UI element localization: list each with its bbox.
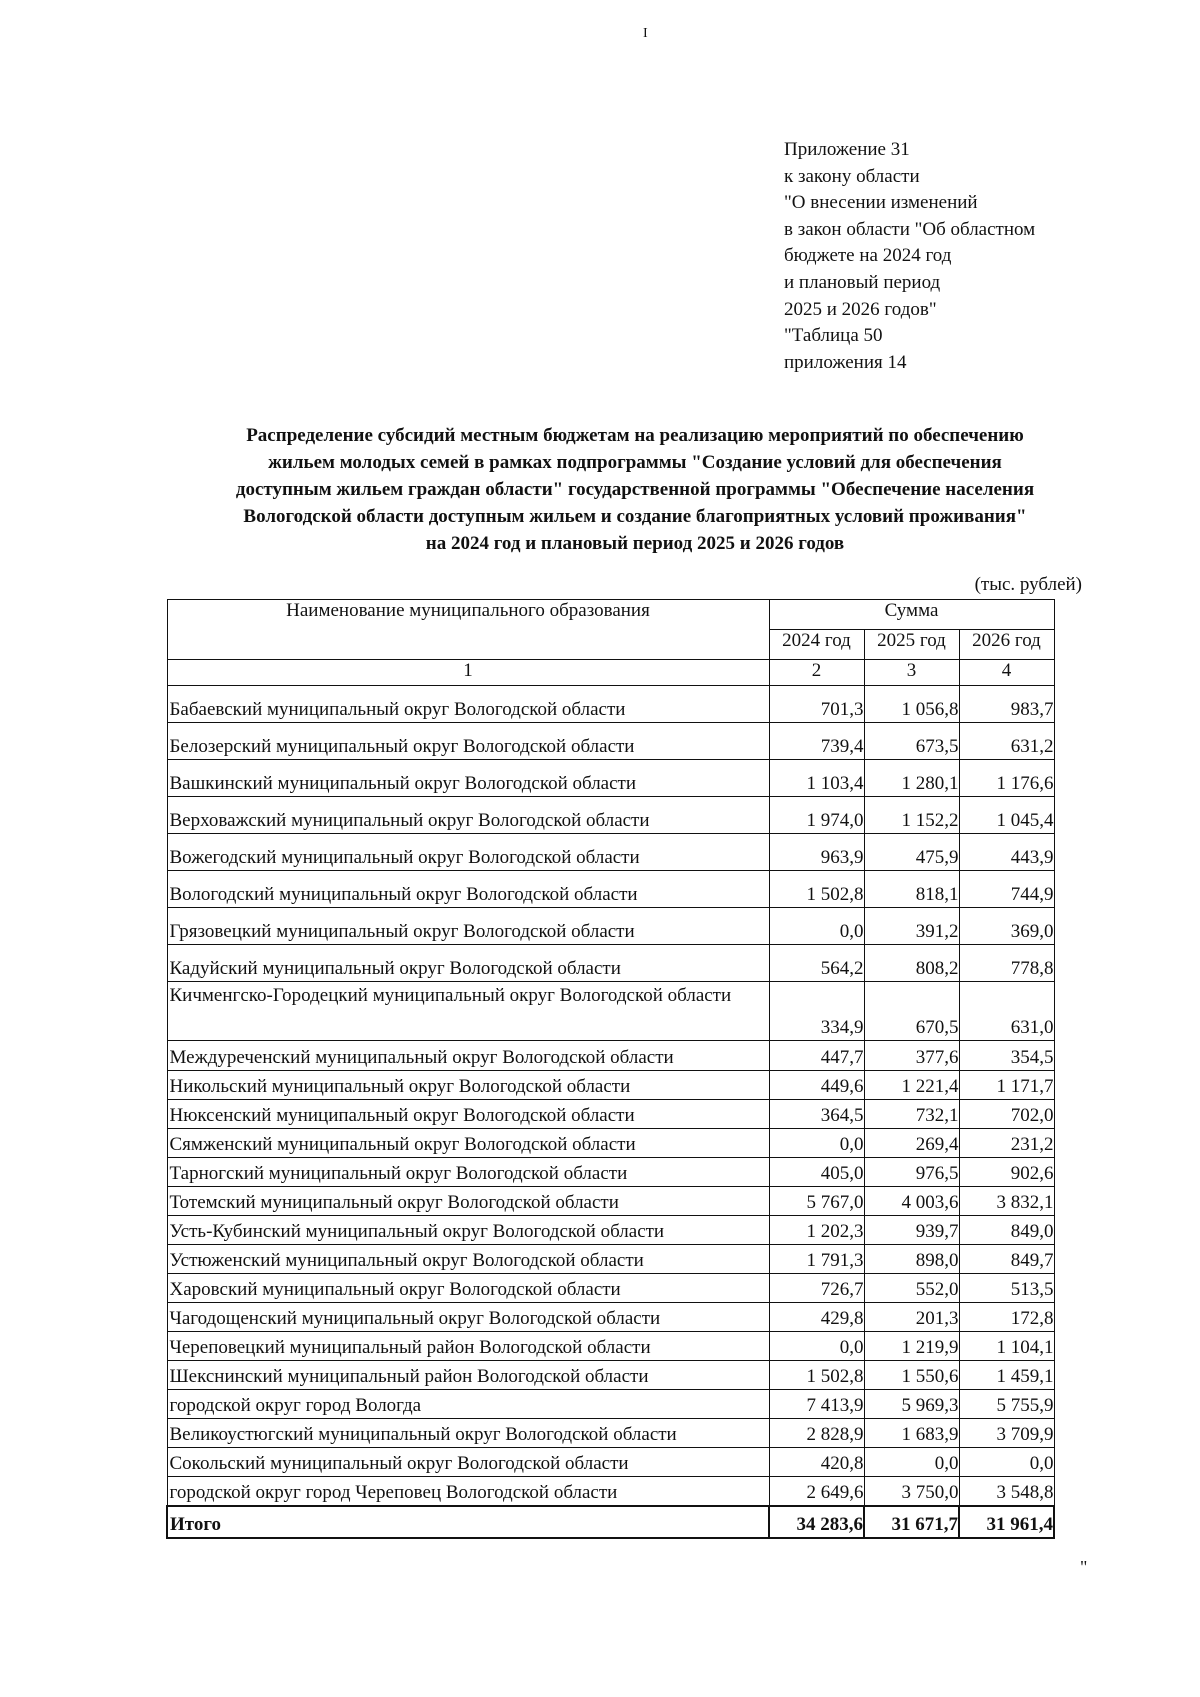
total-label: Итого [167, 1506, 769, 1538]
value-2025: 808,2 [864, 945, 959, 982]
value-2026: 443,9 [959, 834, 1054, 871]
value-2025: 1 219,9 [864, 1332, 959, 1361]
units-label: (тыс. рублей) [974, 574, 1082, 595]
value-2026: 1 459,1 [959, 1361, 1054, 1390]
municipality-name: Никольский муниципальный округ Вологодской области [167, 1071, 769, 1100]
appendix-line: и плановый период [784, 271, 941, 293]
value-2024: 447,7 [769, 1041, 864, 1071]
header-year-2024: 2024 год [769, 630, 864, 660]
value-2024: 7 413,9 [769, 1390, 864, 1419]
value-2026: 849,0 [959, 1216, 1054, 1245]
table-row [167, 797, 1054, 834]
title-line: Вологодской области доступным жильем и создание благоприятных условий проживания" [243, 506, 1027, 527]
table-row [167, 1477, 1054, 1507]
appendix-line: "О внесении изменений [784, 192, 978, 214]
value-2024: 405,0 [769, 1158, 864, 1187]
municipality-name: Великоустюгский муниципальный округ Вологодской области [167, 1419, 769, 1448]
table-row [167, 1448, 1054, 1477]
document-title [150, 422, 1120, 557]
value-2026: 902,6 [959, 1158, 1054, 1187]
value-2026: 1 176,6 [959, 760, 1054, 797]
total-2026: 31 961,4 [959, 1506, 1054, 1538]
value-2024: 334,9 [769, 982, 864, 1041]
value-2024: 364,5 [769, 1100, 864, 1129]
municipality-name: Кичменгско-Городецкий муниципальный округ Вологодской области [167, 982, 769, 1041]
value-2024: 1 502,8 [769, 871, 864, 908]
municipality-name: Череповецкий муниципальный район Вологодской области [167, 1332, 769, 1361]
value-2025: 377,6 [864, 1041, 959, 1071]
municipality-name: Тотемский муниципальный округ Вологодской области [167, 1187, 769, 1216]
column-number: 4 [959, 660, 1054, 686]
value-2026: 631,2 [959, 723, 1054, 760]
municipality-name: Сокольский муниципальный округ Вологодской области [167, 1448, 769, 1477]
value-2026: 354,5 [959, 1041, 1054, 1071]
table-row [167, 834, 1054, 871]
value-2026: 0,0 [959, 1448, 1054, 1477]
subsidy-table [166, 599, 1055, 1539]
value-2024: 429,8 [769, 1303, 864, 1332]
closing-quote: " [1080, 1557, 1088, 1577]
table-row [167, 1041, 1054, 1071]
value-2024: 963,9 [769, 834, 864, 871]
table-row [167, 686, 1054, 723]
value-2025: 939,7 [864, 1216, 959, 1245]
value-2025: 391,2 [864, 908, 959, 945]
value-2025: 1 683,9 [864, 1419, 959, 1448]
value-2025: 976,5 [864, 1158, 959, 1187]
municipality-name: Кадуйский муниципальный округ Вологодской области [167, 945, 769, 982]
value-2025: 269,4 [864, 1129, 959, 1158]
value-2025: 475,9 [864, 834, 959, 871]
table-row [167, 908, 1054, 945]
value-2024: 2 828,9 [769, 1419, 864, 1448]
title-line: доступным жильем граждан области" государственной программы "Обеспечение населения [235, 479, 1035, 500]
value-2026: 1 104,1 [959, 1332, 1054, 1361]
total-2024: 34 283,6 [769, 1506, 864, 1538]
table-row [167, 1216, 1054, 1245]
municipality-name: Белозерский муниципальный округ Вологодской области [167, 723, 769, 760]
value-2026: 513,5 [959, 1274, 1054, 1303]
table-row [167, 1071, 1054, 1100]
municipality-name: Нюксенский муниципальный округ Вологодской области [167, 1100, 769, 1129]
table-row [167, 1129, 1054, 1158]
municipality-name: Устюженский муниципальный округ Вологодской области [167, 1245, 769, 1274]
value-2024: 0,0 [769, 1332, 864, 1361]
header-municipality: Наименование муниципального образования [167, 600, 769, 660]
value-2025: 732,1 [864, 1100, 959, 1129]
appendix-line: к закону области [784, 165, 920, 187]
value-2026: 1 171,7 [959, 1071, 1054, 1100]
value-2024: 0,0 [769, 908, 864, 945]
value-2026: 3 548,8 [959, 1477, 1054, 1507]
municipality-name: Вашкинский муниципальный округ Вологодской области [167, 760, 769, 797]
value-2024: 701,3 [769, 686, 864, 723]
value-2026: 231,2 [959, 1129, 1054, 1158]
appendix-line: в закон области "Об областном [784, 218, 1036, 240]
value-2025: 673,5 [864, 723, 959, 760]
value-2026: 744,9 [959, 871, 1054, 908]
municipality-name: Вожегодский муниципальный округ Вологодской области [167, 834, 769, 871]
value-2025: 898,0 [864, 1245, 959, 1274]
value-2025: 1 550,6 [864, 1361, 959, 1390]
header-year-2026: 2026 год [959, 630, 1054, 660]
value-2024: 449,6 [769, 1071, 864, 1100]
header-sum: Сумма [769, 600, 1054, 630]
value-2026: 172,8 [959, 1303, 1054, 1332]
value-2025: 3 750,0 [864, 1477, 959, 1507]
appendix-reference [784, 137, 1035, 376]
value-2025: 1 152,2 [864, 797, 959, 834]
title-line: жильем молодых семей в рамках подпрограммы "Создание условий для обеспечения [268, 452, 1002, 473]
value-2024: 1 502,8 [769, 1361, 864, 1390]
table-row [167, 945, 1054, 982]
value-2024: 420,8 [769, 1448, 864, 1477]
value-2025: 1 221,4 [864, 1071, 959, 1100]
title-line: Распределение субсидий местным бюджетам на реализацию мероприятий по обеспечению [246, 425, 1024, 446]
total-2025: 31 671,7 [864, 1506, 959, 1538]
municipality-name: Грязовецкий муниципальный округ Вологодской области [167, 908, 769, 945]
value-2024: 2 649,6 [769, 1477, 864, 1507]
municipality-name: городской округ город Вологда [167, 1390, 769, 1419]
total-row [167, 1506, 1054, 1538]
value-2024: 1 974,0 [769, 797, 864, 834]
table-row [167, 1187, 1054, 1216]
table-row [167, 1390, 1054, 1419]
appendix-line: приложения 14 [784, 351, 907, 373]
municipality-name: Тарногский муниципальный округ Вологодской области [167, 1158, 769, 1187]
municipality-name: Вологодский муниципальный округ Вологодской области [167, 871, 769, 908]
appendix-line: бюджете на 2024 год [784, 245, 952, 267]
table-row [167, 760, 1054, 797]
column-number: 1 [167, 660, 769, 686]
municipality-name: Чагодощенский муниципальный округ Вологодской области [167, 1303, 769, 1332]
value-2025: 1 280,1 [864, 760, 959, 797]
value-2025: 552,0 [864, 1274, 959, 1303]
value-2025: 670,5 [864, 982, 959, 1041]
value-2024: 564,2 [769, 945, 864, 982]
value-2026: 3 709,9 [959, 1419, 1054, 1448]
value-2026: 369,0 [959, 908, 1054, 945]
value-2025: 4 003,6 [864, 1187, 959, 1216]
header-year-2025: 2025 год [864, 630, 959, 660]
municipality-name: Шекснинский муниципальный район Вологодской области [167, 1361, 769, 1390]
appendix-line: 2025 и 2026 годов" [784, 298, 937, 320]
value-2026: 849,7 [959, 1245, 1054, 1274]
value-2024: 726,7 [769, 1274, 864, 1303]
value-2026: 3 832,1 [959, 1187, 1054, 1216]
municipality-name: Бабаевский муниципальный округ Вологодской области [167, 686, 769, 723]
municipality-name: Верховажский муниципальный округ Вологодской области [167, 797, 769, 834]
table-row [167, 1361, 1054, 1390]
value-2026: 5 755,9 [959, 1390, 1054, 1419]
value-2025: 5 969,3 [864, 1390, 959, 1419]
municipality-name: городской округ город Череповец Вологодской области [167, 1477, 769, 1507]
column-number: 3 [864, 660, 959, 686]
municipality-name: Междуреченский муниципальный округ Вологодской области [167, 1041, 769, 1071]
table-row [167, 1274, 1054, 1303]
value-2025: 201,3 [864, 1303, 959, 1332]
value-2026: 702,0 [959, 1100, 1054, 1129]
table-row [167, 723, 1054, 760]
value-2024: 1 791,3 [769, 1245, 864, 1274]
value-2024: 1 103,4 [769, 760, 864, 797]
appendix-line: Приложение 31 [784, 139, 910, 160]
page-mark: I [643, 26, 648, 41]
table-row [167, 1100, 1054, 1129]
value-2026: 778,8 [959, 945, 1054, 982]
value-2025: 0,0 [864, 1448, 959, 1477]
municipality-name: Харовский муниципальный округ Вологодской области [167, 1274, 769, 1303]
table-row [167, 1419, 1054, 1448]
column-number: 2 [769, 660, 864, 686]
value-2026: 983,7 [959, 686, 1054, 723]
appendix-line: "Таблица 50 [784, 325, 883, 347]
table-row [167, 982, 1054, 1041]
value-2026: 1 045,4 [959, 797, 1054, 834]
table-body [167, 686, 1054, 1539]
table-row [167, 871, 1054, 908]
municipality-name: Сямженский муниципальный округ Вологодской области [167, 1129, 769, 1158]
table-row [167, 1158, 1054, 1187]
value-2024: 5 767,0 [769, 1187, 864, 1216]
value-2024: 739,4 [769, 723, 864, 760]
value-2026: 631,0 [959, 982, 1054, 1041]
value-2024: 1 202,3 [769, 1216, 864, 1245]
table-row [167, 1303, 1054, 1332]
value-2025: 818,1 [864, 871, 959, 908]
municipality-name: Усть-Кубинский муниципальный округ Вологодской области [167, 1216, 769, 1245]
title-line: на 2024 год и плановый период 2025 и 2026 годов [425, 533, 845, 554]
table-row [167, 1332, 1054, 1361]
value-2025: 1 056,8 [864, 686, 959, 723]
value-2024: 0,0 [769, 1129, 864, 1158]
table-row [167, 1245, 1054, 1274]
